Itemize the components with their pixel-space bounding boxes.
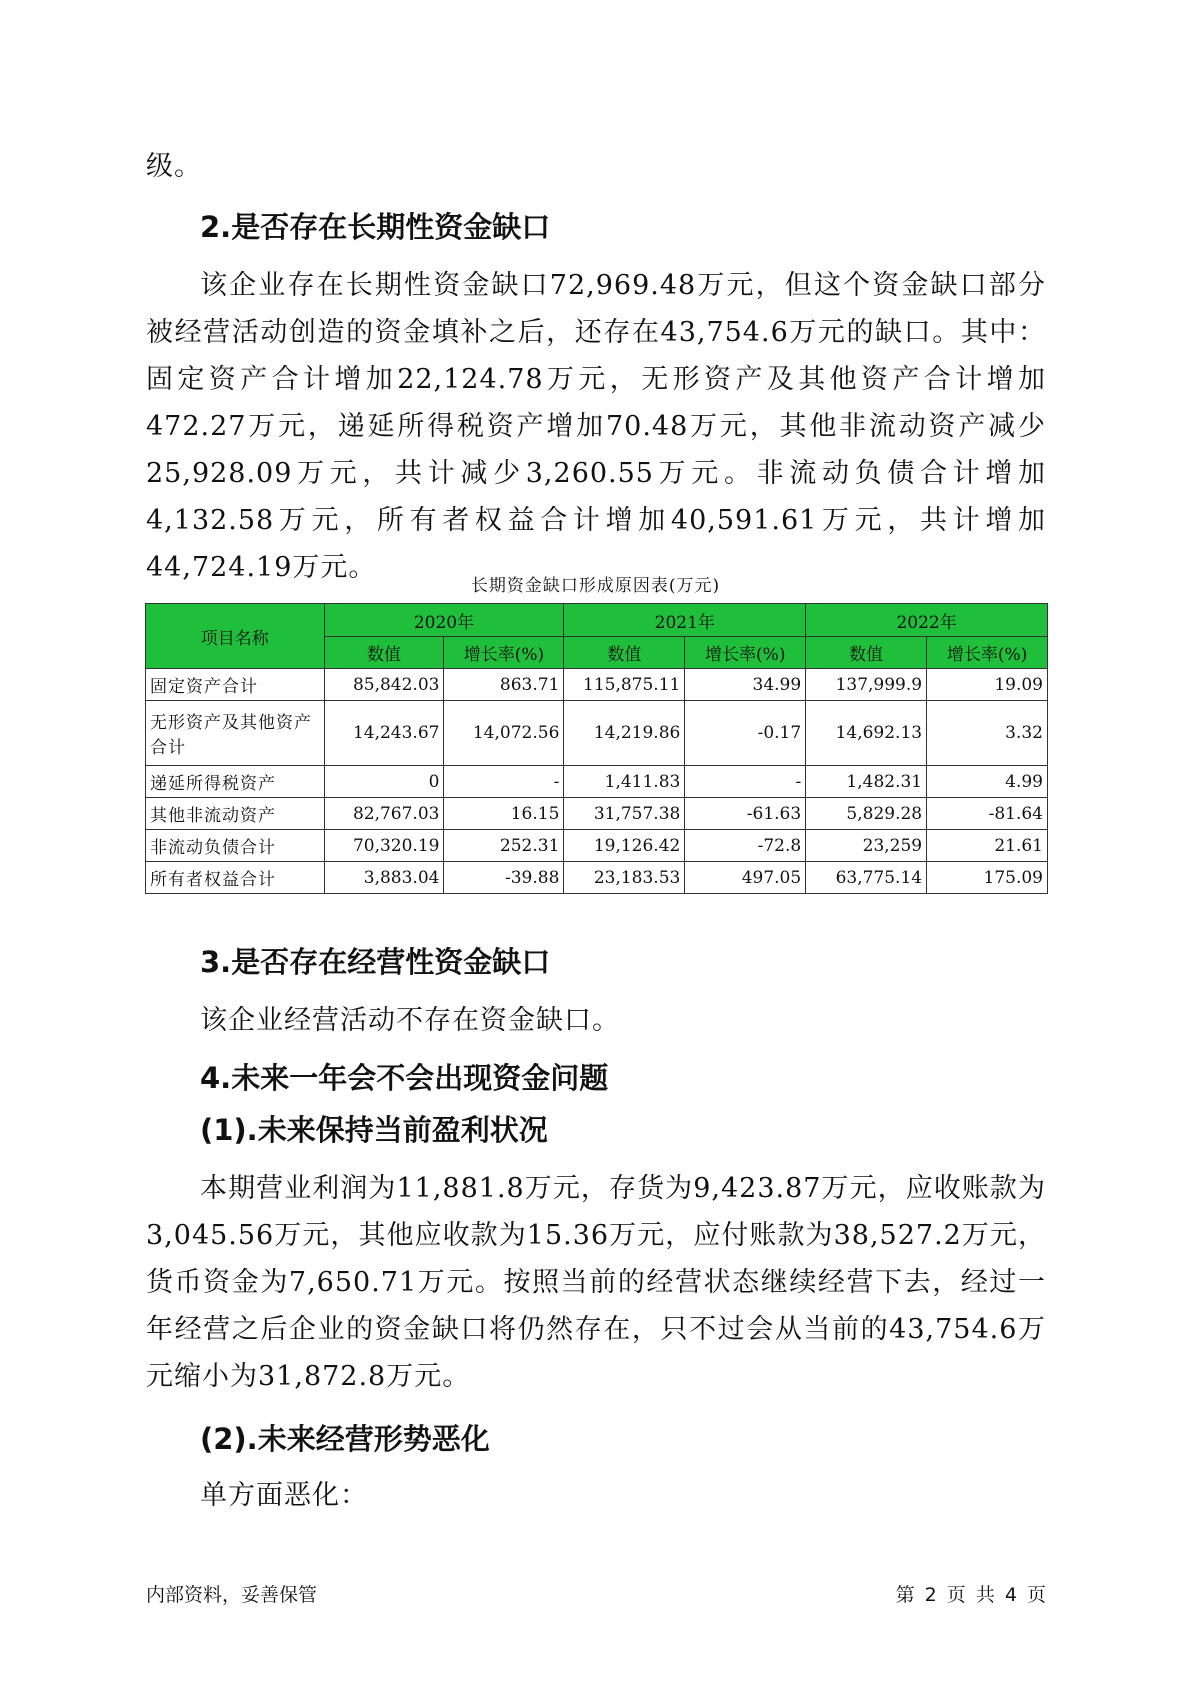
intro-fragment <box>146 143 1046 190</box>
section-3-body <box>146 997 1046 1044</box>
table-row <box>146 766 1048 798</box>
cell-growth: -61.63 <box>685 798 806 830</box>
table-header-row <box>146 604 1048 637</box>
cell-value: 19,126.42 <box>564 830 685 862</box>
cell-value: 31,757.38 <box>564 798 685 830</box>
row-name: 非流动负债合计 <box>146 830 325 862</box>
column-header-year-2021: 2021年 <box>564 604 806 637</box>
cell-value: 14,219.86 <box>564 701 685 766</box>
subheader-growth-rate: 增长率(%) <box>685 637 806 669</box>
row-name: 其他非流动资产 <box>146 798 325 830</box>
long-term-gap-table <box>145 603 1048 894</box>
section-3-heading: 3.是否存在经营性资金缺口 <box>200 945 551 979</box>
cell-growth: -0.17 <box>685 701 806 766</box>
cell-growth: 497.05 <box>685 862 806 894</box>
cell-value: 1,482.31 <box>806 766 927 798</box>
subheader-value: 数值 <box>564 637 685 669</box>
cell-value: 82,767.03 <box>324 798 444 830</box>
table-row <box>146 798 1048 830</box>
cell-value: 23,259 <box>806 830 927 862</box>
cell-growth: 34.99 <box>685 669 806 701</box>
row-name: 所有者权益合计 <box>146 862 325 894</box>
cell-growth: 252.31 <box>444 830 564 862</box>
footer-page-number: 第 2 页 共 4 页 <box>895 1584 1046 1606</box>
cell-growth: - <box>444 766 564 798</box>
subheader-growth-rate: 增长率(%) <box>927 637 1048 669</box>
cell-growth: - <box>685 766 806 798</box>
section-4-sub1-paragraph: 本期营业利润为11,881.8万元，存货为9,423.87万元，应收账款为3,045.56万元，其他应收款为15.36万元，应付账款为38,527.2万元，货币资金为7,650.71万元。按照当前的经营状态继续经营下去，经过一年经营之后企业的资金缺口将仍然存在，只不过会从当前的43,754.6万元缩小为31,872.8万元。 <box>146 1173 1046 1392</box>
table-row <box>146 701 1048 766</box>
section-4-sub2-paragraph: 单方面恶化： <box>200 1480 368 1511</box>
cell-growth: 175.09 <box>927 862 1048 894</box>
subheader-value: 数值 <box>806 637 927 669</box>
row-name: 无形资产及其他资产合计 <box>146 701 325 766</box>
cell-value: 63,775.14 <box>806 862 927 894</box>
row-name: 递延所得税资产 <box>146 766 325 798</box>
subheader-growth-rate: 增长率(%) <box>444 637 564 669</box>
footer-confidential-note: 内部资料，妥善保管 <box>146 1584 318 1606</box>
table-row <box>146 862 1048 894</box>
cell-value: 137,999.9 <box>806 669 927 701</box>
cell-value: 1,411.83 <box>564 766 685 798</box>
column-header-year-2020: 2020年 <box>324 604 564 637</box>
section-3-paragraph: 该企业经营活动不存在资金缺口。 <box>200 1005 620 1036</box>
cell-growth: 14,072.56 <box>444 701 564 766</box>
cell-growth: 16.15 <box>444 798 564 830</box>
cell-growth: 863.71 <box>444 669 564 701</box>
cell-value: 70,320.19 <box>324 830 444 862</box>
cell-value: 14,692.13 <box>806 701 927 766</box>
cell-growth: 19.09 <box>927 669 1048 701</box>
cell-value: 14,243.67 <box>324 701 444 766</box>
cell-value: 3,883.04 <box>324 862 444 894</box>
cell-value: 5,829.28 <box>806 798 927 830</box>
cell-growth: -72.8 <box>685 830 806 862</box>
cell-growth: 21.61 <box>927 830 1048 862</box>
section-4-sub2-heading: (2).未来经营形势恶化 <box>200 1422 490 1456</box>
section-4-sub1-body <box>146 1165 1046 1400</box>
table-caption: 长期资金缺口形成原因表(万元) <box>470 576 721 596</box>
subheader-value: 数值 <box>324 637 444 669</box>
cell-growth: -81.64 <box>927 798 1048 830</box>
column-header-item-name: 项目名称 <box>146 604 325 669</box>
table-row <box>146 830 1048 862</box>
cell-value: 115,875.11 <box>564 669 685 701</box>
section-4-sub2-body <box>146 1472 1046 1519</box>
cell-growth: -39.88 <box>444 862 564 894</box>
section-2-body <box>146 262 1046 591</box>
row-name: 固定资产合计 <box>146 669 325 701</box>
section-4-heading: 4.未来一年会不会出现资金问题 <box>200 1061 609 1095</box>
cell-growth: 3.32 <box>927 701 1048 766</box>
column-header-year-2022: 2022年 <box>806 604 1048 637</box>
section-2-heading: 2.是否存在长期性资金缺口 <box>200 210 551 244</box>
cell-value: 0 <box>324 766 444 798</box>
cell-value: 23,183.53 <box>564 862 685 894</box>
section-2-paragraph: 该企业存在长期性资金缺口72,969.48万元，但这个资金缺口部分被经营活动创造的资金填补之后，还存在43,754.6万元的缺口。其中：固定资产合计增加22,124.78万元，无形资产及其他资产合计增加472.27万元，递延所得税资产增加70.48万元，其他非流动资产减少25,928.09万元，共计减少3,260.55万元。非流动负债合计增加4,132.58万元，所有者权益合计增加40,591.61万元，共计增加44,724.19万元。 <box>146 270 1046 583</box>
cell-growth: 4.99 <box>927 766 1048 798</box>
section-4-sub1-heading: (1).未来保持当前盈利状况 <box>200 1113 548 1147</box>
cell-value: 85,842.03 <box>324 669 444 701</box>
table-row <box>146 669 1048 701</box>
intro-fragment-text: 级。 <box>146 151 202 182</box>
